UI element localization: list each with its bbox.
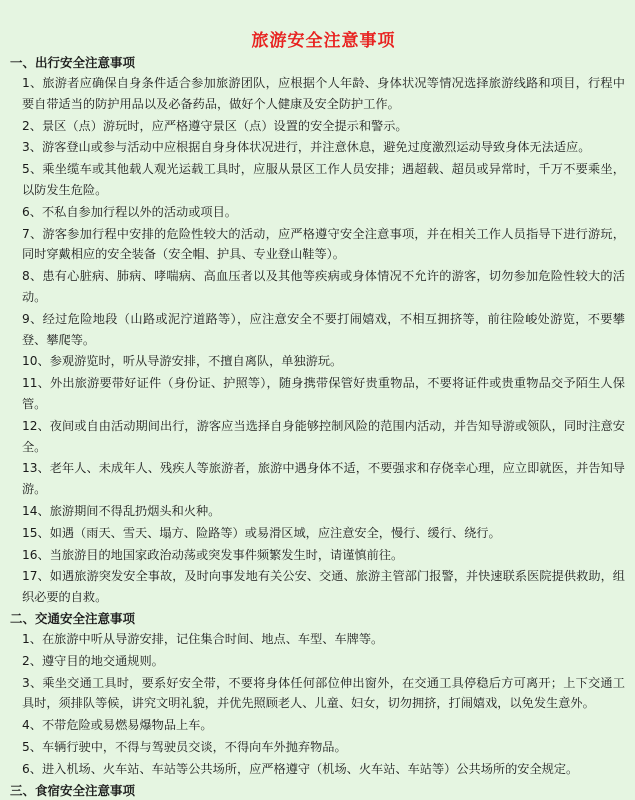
document-body [10,54,625,800]
list-item: 14、旅游期间不得乱扔烟头和火种。 [22,503,221,518]
list-item: 13、老年人、未成年人、残疾人等旅游者，旅游中遇身体不适，不要强求和存侥幸心理，应立即就医，并告知导游。 [22,461,625,497]
list-item: 6、不私自参加行程以外的活动或项目。 [22,204,237,219]
section-heading: 三、食宿安全注意事项 [10,782,136,798]
list-item: 8、患有心脏病、肺病、哮喘病、高血压者以及其他等疾病或身体情况不允许的游客，切勿参加危险性较大的活动。 [22,269,625,304]
list-item: 11、外出旅游要带好证件（身份证、护照等），随身携带保管好贵重物品，不要将证件或贵重物品交予陌生人保管。 [22,376,625,411]
list-item: 1、在旅游中听从导游安排，记住集合时间、地点、车型、车牌等。 [22,631,384,646]
list-item: 17、如遇旅游突发安全事故，及时向事发地有关公安、交通、旅游主管部门报警，并快速联系医院提供救助，组织必要的自救。 [22,569,625,605]
list-item: 16、当旅游目的地国家政治动荡或突发事件频繁发生时，请谨慎前往。 [22,547,404,562]
list-item: 15、如遇（雨天、雪天、塌方、险路等）或易滑区域，应注意安全，慢行、缓行、绕行。 [22,525,501,540]
list-item: 1、旅游者应确保自身条件适合参加旅游团队，应根据个人年龄、身体状况等情况选择旅游线路和项目，行程中要自带适当的防护用品以及必备药品，做好个人健康及安全防护工作。 [22,76,625,111]
list-item: 3、游客登山或参与活动中应根据自身身体状况进行，并注意休息，避免过度激烈运动导致身体无法适应。 [22,140,591,155]
list-item: 12、夜间或自由活动期间出行，游客应当选择自身能够控制风险的范围内活动，并告知导游或领队，同时注意安全。 [22,418,625,454]
document-title: 旅游安全注意事项 [251,31,396,51]
list-item: 2、遵守目的地交通规则。 [22,653,164,668]
list-item: 9、经过危险地段（山路或泥泞道路等），应注意安全不要打闹嬉戏，不相互拥挤等，前往险峻处游览，不要攀登、攀爬等。 [22,311,625,347]
list-item: 7、游客参加行程中安排的危险性较大的活动，应严格遵守安全注意事项，并在相关工作人员指导下进行游玩，同时穿戴相应的安全装备（安全帽、护具、专业登山鞋等）。 [22,226,625,262]
list-item: 3、乘坐交通工具时，要系好安全带，不要将身体任何部位伸出窗外，在交通工具停稳后方可离开；上下交通工具时，须排队等候，讲究文明礼貌，并优先照顾老人、儿童、妇女，切勿拥挤，打闹嬉戏，以免发生意外。 [22,675,625,711]
section-heading: 一、出行安全注意事项 [10,55,136,70]
section-heading: 二、交通安全注意事项 [10,610,136,626]
list-item: 4、不带危险或易燃易爆物品上车。 [22,718,213,733]
list-item: 5、乘坐缆车或其他载人观光运载工具时，应服从景区工作人员安排；遇超载、超员或异常时，千万不要乘坐，以防发生危险。 [22,162,625,197]
list-item: 10、参观游览时，听从导游安排，不擅自离队，单独游玩。 [22,354,343,369]
list-item: 6、进入机场、火车站、车站等公共场所，应严格遵守（机场、火车站、车站等）公共场所的安全规定。 [22,761,579,776]
list-item: 2、景区（点）游玩时，应严格遵守景区（点）设置的安全提示和警示。 [22,118,408,133]
list-item: 5、车辆行驶中，不得与驾驶员交谈，不得向车外抛弃物品。 [22,739,347,754]
